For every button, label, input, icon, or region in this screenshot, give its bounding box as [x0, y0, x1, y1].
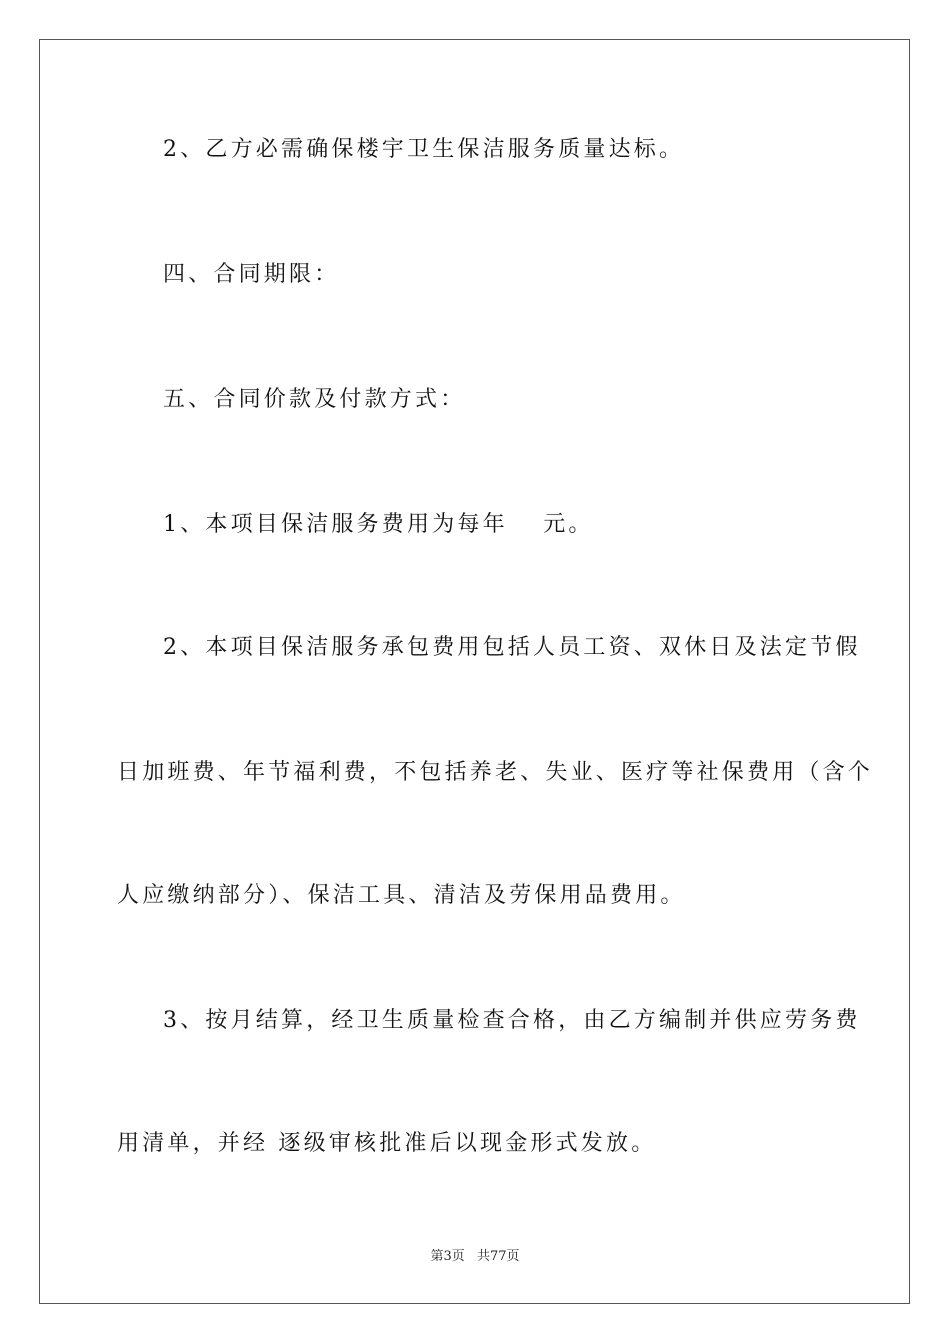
paragraph-line: 用清单，并经 逐级审核批准后以现金形式发放。 [117, 1131, 657, 1156]
page-frame [39, 39, 910, 1304]
section-heading: 五、合同价款及付款方式： [163, 387, 466, 412]
paragraph-line: 日加班费、年节福利费，不包括养老、失业、医疗等社保费用（含个 [117, 760, 874, 785]
paragraph-line: 3、按月结算，经卫生质量检查合格，由乙方编制并供应劳务费 [163, 1008, 861, 1033]
section-heading: 四、合同期限： [163, 262, 340, 287]
paragraph-line: 人应缴纳部分）、保洁工具、清洁及劳保用品费用。 [117, 883, 686, 908]
paragraph-line: 1、本项目保洁服务费用为每年 元。 [163, 512, 594, 537]
page-total: 共77页 [476, 1249, 520, 1264]
paragraph-line: 2、乙方必需确保楼宇卫生保洁服务质量达标。 [163, 137, 685, 162]
paragraph-line: 2、本项目保洁服务承包费用包括人员工资、双休日及法定节假 [163, 635, 861, 660]
page-footer [0, 1248, 950, 1266]
page-number: 第3页 [430, 1249, 465, 1264]
